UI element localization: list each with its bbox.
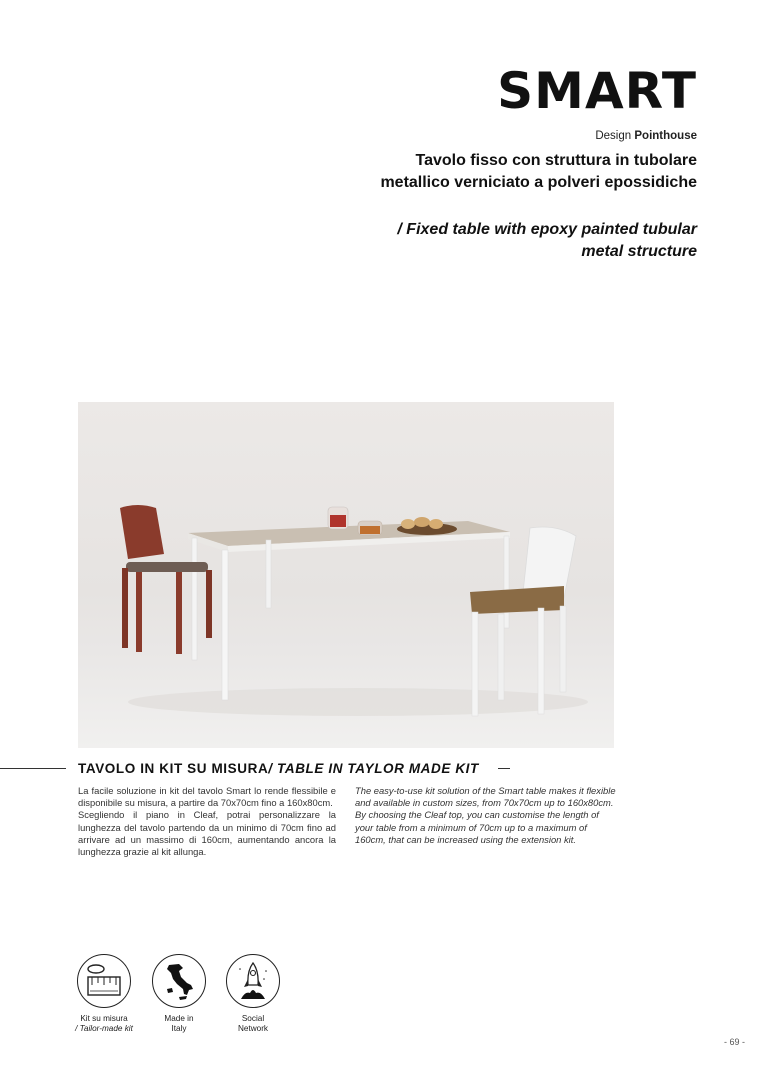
feature-label-line-1: Kit su misura — [80, 1014, 128, 1023]
product-title: SMART — [497, 62, 697, 120]
italy-map-icon — [152, 954, 206, 1008]
design-prefix: Design — [595, 130, 632, 142]
description-italian-paragraph-2: Scegliendo il piano in Cleaf, potrai personalizzare la lunghezza del tavolo partendo da un minimo di 70cm fino ad arrivare ad un massimo di 160cm, aumentando ancora la lunghezza grazie al kit allunga. — [78, 809, 336, 858]
feature-label — [213, 1014, 293, 1034]
description-english-paragraph-1: The easy-to-use kit solution of the Smart table makes it flexible and available in custom sizes, from 70x70cm up to 160x80cm. — [355, 785, 616, 809]
description-english-paragraph-2: By choosing the Cleaf top, you can customise the length of your table from a minimum of 70cm up to a maximum of 160cm, that can be increased using the extension kit. — [355, 809, 599, 845]
section-heading-italian: TAVOLO IN KIT SU MISURA — [78, 761, 269, 776]
section-heading-english: / TABLE IN TAYLOR MADE KIT — [268, 761, 479, 776]
description-english — [355, 785, 617, 846]
tape-measure-icon — [77, 954, 131, 1008]
feature-label-line-2: Network — [237, 1024, 269, 1033]
subtitle-english: / Fixed table with epoxy painted tubular metal structure — [397, 221, 697, 260]
feature-tailor-made-kit — [64, 954, 144, 1034]
feature-social-network — [213, 954, 293, 1034]
table-and-chairs-illustration — [78, 402, 614, 748]
feature-label-line-2: / Tailor-made kit — [75, 1024, 133, 1033]
section-heading — [78, 761, 479, 776]
subtitle-italian: Tavolo fisso con struttura in tubolare metallico verniciato a polveri epossidiche — [380, 152, 697, 191]
description-italian-paragraph-1: La facile soluzione in kit del tavolo Smart lo rende flessibile e disponibile su misura, a partire da 70x70cm fino a 160x80cm. — [78, 785, 336, 809]
feature-label — [64, 1014, 144, 1034]
description-italian — [78, 785, 336, 858]
designer-credit — [595, 130, 697, 142]
product-photo — [78, 402, 614, 748]
feature-label-line-1: Social — [241, 1014, 265, 1023]
feature-made-in-italy — [139, 954, 219, 1034]
section-divider-left — [0, 768, 66, 769]
page-number: - 69 - — [723, 1037, 745, 1047]
designer-name: Pointhouse — [634, 130, 697, 142]
rocket-icon — [226, 954, 280, 1008]
feature-label-line-1: Made in — [164, 1014, 194, 1023]
feature-label-line-2: Italy — [171, 1024, 187, 1033]
section-divider-right — [498, 768, 510, 769]
feature-label — [139, 1014, 219, 1034]
